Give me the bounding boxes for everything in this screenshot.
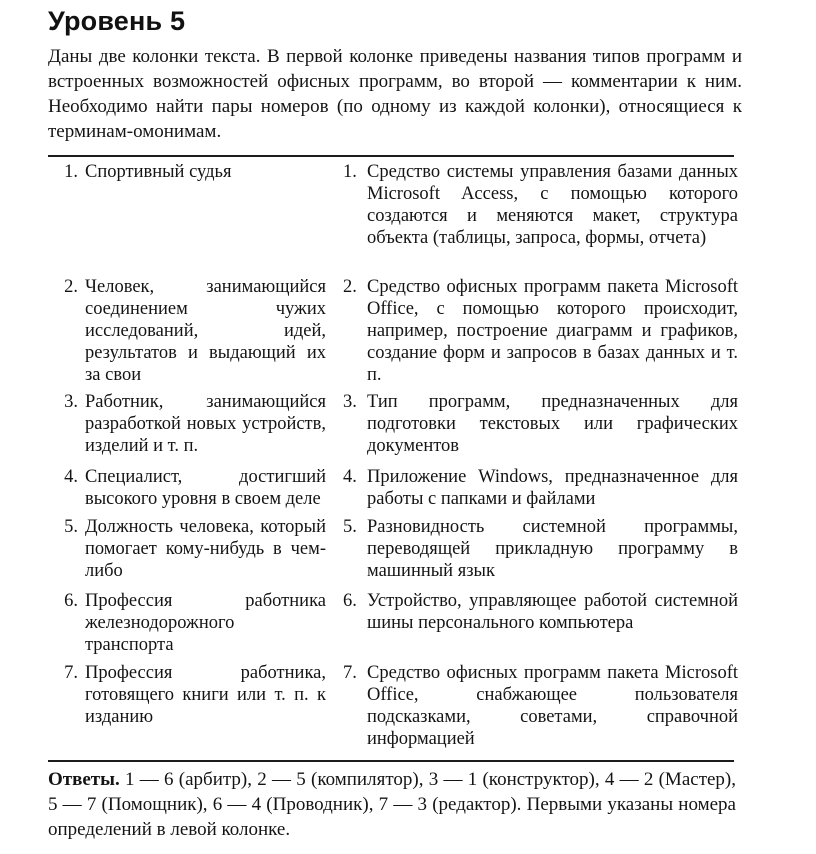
answers-paragraph [48, 767, 736, 842]
right-definition: Средство системы управления базами данных Microsoft Access, с помощью которого создаются и меняются макет, структура объекта (таблицы, запроса, формы, отчета) [367, 162, 738, 248]
right-definition: Средство офисных программ пакета Microsoft Office, снабжающее пользователя подсказками, советами, справочной информацией [367, 663, 738, 749]
left-term: Человек, занимающийся соединением чужих исследований, идей, результатов и выдающий их за свои [85, 277, 326, 385]
left-number: 4. [64, 467, 78, 487]
answers-text: 1 — 6 (арбитр), 2 — 5 (компилятор), 3 — 1 (конструктор), 4 — 2 (Мастер), 5 — 7 (Помощник), 6 — 4 (Проводник), 7 — 3 (редактор). Первыми указаны номера определений в левой колонке. [48, 769, 737, 840]
table-bottom-rule [48, 760, 734, 762]
left-term: Работник, занимающийся разработкой новых устройств, изделий и т. п. [85, 392, 326, 456]
matching-table [48, 161, 738, 754]
table-row [48, 516, 738, 590]
right-number: 4. [343, 467, 357, 487]
right-cell [343, 161, 738, 249]
left-term: Спортивный судья [85, 162, 232, 182]
left-term: Специалист, достигший высокого уровня в своем деле [85, 467, 326, 509]
right-cell [343, 276, 738, 386]
left-number: 6. [64, 591, 78, 611]
right-cell [343, 466, 738, 510]
right-number: 2. [343, 277, 357, 297]
answers-label: Ответы. [48, 769, 120, 790]
table-row [48, 466, 738, 516]
right-number: 1. [343, 162, 357, 182]
right-cell [343, 590, 738, 634]
left-number: 1. [64, 162, 78, 182]
left-cell [48, 276, 326, 386]
left-term: Профессия работника железнодорожного транспорта [85, 591, 326, 655]
left-cell [48, 662, 326, 728]
right-cell [343, 662, 738, 750]
right-definition: Средство офисных программ пакета Microsoft Office, с помощью которого происходит, например, построение диаграмм и графиков, создание форм и запросов в базах данных и т. п. [367, 277, 738, 385]
task-description: Даны две колонки текста. В первой колонке приведены названия типов программ и встроенных возможностей офисных программ, во второй — комментарии к ним. Необходимо найти пары номеров (по одному из каждой колонки), относящиеся к терминам-омонимам. [48, 46, 742, 142]
left-cell [48, 590, 326, 656]
right-number: 5. [343, 517, 357, 537]
right-number: 7. [343, 663, 357, 683]
table-row [48, 391, 738, 466]
page-title: Уровень 5 [48, 6, 186, 36]
right-definition: Тип программ, предназначенных для подготовки текстовых или графических документов [367, 392, 738, 456]
right-cell [343, 516, 738, 582]
right-definition: Приложение Windows, предназначенное для работы с папками и файлами [367, 467, 738, 509]
table-row [48, 276, 738, 391]
left-number: 5. [64, 517, 78, 537]
left-number: 3. [64, 392, 78, 412]
left-cell [48, 516, 326, 582]
table-row [48, 662, 738, 754]
right-definition: Разновидность системной программы, переводящей прикладную программу в машинный язык [367, 517, 738, 581]
left-cell [48, 466, 326, 510]
left-number: 2. [64, 277, 78, 297]
left-number: 7. [64, 663, 78, 683]
right-definition: Устройство, управляющее работой системной шины персонального компьютера [367, 591, 738, 633]
table-top-rule [48, 155, 734, 157]
right-cell [343, 391, 738, 457]
table-row [48, 590, 738, 662]
right-number: 6. [343, 591, 357, 611]
right-number: 3. [343, 392, 357, 412]
table-row [48, 161, 738, 276]
left-cell [48, 161, 326, 183]
left-term: Профессия работника, готовящего книги или т. п. к изданию [85, 663, 326, 727]
left-cell [48, 391, 326, 457]
left-term: Должность человека, который помогает кому-нибудь в чем-либо [85, 517, 326, 581]
